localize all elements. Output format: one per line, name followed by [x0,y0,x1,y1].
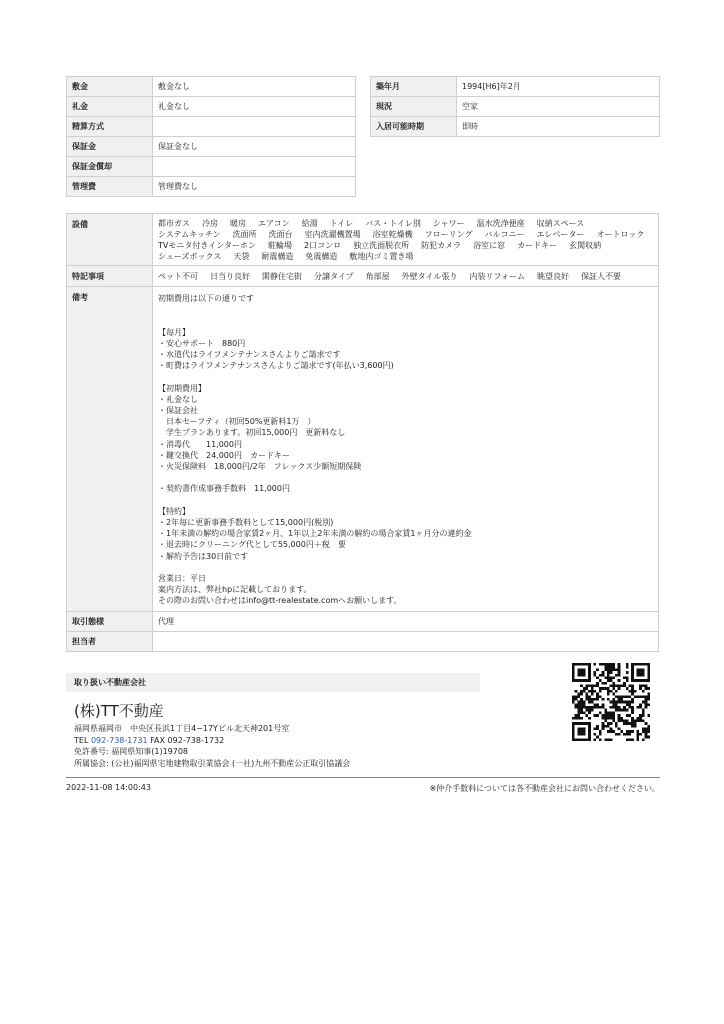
tag-item: システムキッチン [158,230,221,239]
rent-term-value: 管理費なし [153,177,356,197]
tag-item: 冷房 [202,219,218,228]
company-name: (株)TT不動産 [74,702,164,720]
tag-item: 閑静住宅街 [262,272,302,281]
tag-item: 外壁タイル張り [401,272,458,281]
tag-item: 浴室に窓 [473,241,506,250]
tag-item: フローリング [424,230,473,239]
tag-item: エアコン [258,219,290,228]
tag-item: エレベーター [536,230,585,239]
rent-term-row [67,117,356,137]
tel-label: TEL [74,735,89,745]
property-status-row [371,77,660,97]
notes-label: 備考 [67,287,153,612]
tag-item: 洗面所 [232,230,257,239]
rent-term-value: 礼金なし [153,97,356,117]
tag-item: 室内洗濯機置場 [304,230,361,239]
property-status-value: 空家 [457,97,660,117]
tag-item: カードキー [517,241,558,250]
tag-item: バルコニー [484,230,525,239]
facilities-label: 設備 [67,214,153,266]
company-address: 福岡県福岡市 中央区長浜1丁目4−17Yビル北天神201号室 [74,724,290,733]
property-status-value: 即時 [457,117,660,137]
fee-note: ※仲介手数料については各不動産会社にお問い合わせください。 [429,784,660,793]
tag-item: 天袋 [233,252,250,261]
tag-item: 2口コンロ [304,241,342,250]
tag-item: 眺望良好 [537,272,570,281]
property-status-row [371,97,660,117]
features-value [153,266,659,287]
facilities-value [153,214,659,266]
rent-term-row [67,97,356,117]
tag-item: バス・トイレ別 [365,219,421,228]
tag-item: 保証人不要 [581,272,622,281]
tag-item: 浴室乾燥機 [372,230,413,239]
person-label: 担当者 [67,631,153,651]
tag-item: 駐輪場 [268,241,293,250]
details-table [66,213,659,652]
tag-item: 分譲タイプ [314,272,354,281]
property-status-table [370,76,660,137]
property-status-value: 1994[H6]年2月 [457,77,660,97]
rent-term-row [67,77,356,97]
rent-term-value: 保証金なし [153,137,356,157]
transaction-label: 取引態様 [67,611,153,631]
rent-term-label: 管理費 [67,177,153,197]
tag-item: TVモニタ付きインターホン [158,241,257,250]
rent-term-value [153,117,356,137]
tag-item: 給湯 [301,219,318,228]
association: 所属協会: (公社)福岡県宅地建物取引業協会 (一社)九州不動産公正取引協議会 [74,758,351,768]
tag-item: シューズボックス [158,252,222,261]
license-number: 免許番号: 福岡県知事(1)19708 [74,747,189,756]
rent-term-row [67,137,356,157]
tag-item: 洗面台 [268,230,293,239]
rent-term-label: 礼金 [67,97,153,117]
rent-term-label: 敷金 [67,77,153,97]
fax-number: 092-738-1732 [167,735,225,745]
notes-row [67,287,659,612]
qr-code [572,663,650,741]
tel-link[interactable]: 092-738-1731 [90,735,148,745]
tag-item: ペット不可 [158,272,198,281]
tag-item: 角部屋 [365,272,390,281]
facilities-row [67,214,659,266]
property-status-label: 築年月 [371,77,457,97]
tag-item: 耐震構造 [261,252,294,261]
rent-term-value: 敷金なし [153,77,356,97]
notes-value [153,287,659,612]
tag-item: 温水洗浄便座 [476,219,525,228]
fax-label: FAX [150,735,165,745]
transaction-value: 代理 [153,611,659,631]
property-status-label: 現況 [371,97,457,117]
print-timestamp: 2022-11-08 14:00:43 [66,783,151,792]
tag-item: 内装リフォーム [469,272,526,281]
rent-terms-table [66,76,356,197]
rent-term-row [67,177,356,197]
tag-item: 日当り良好 [210,272,250,281]
tag-item: 独立洗面脱衣所 [353,241,410,250]
person-value [153,631,659,651]
rent-term-label: 保証金償却 [67,157,153,177]
notes-text: 初期費用は以下の通りです 【毎月】 ・安心サポート 880円 ・水道代はライフメンテナンスさんよりご請求です ・町費はライフメンテナンスさんよりご請求です(年払い3,600円) 【初期費用】 ・礼金なし ・保証会社 日本セーフティ（初回50%更新料1万 ） 学生プランあります。初回15,000円 更新料なし ・消毒代 11,000円 ・鍵交換代 24,000円 カードキー ・火災保険料 18,000円/2年 フレックス少額短期保険 ・契約書作成事務手数料 11,000円 【特約】 ・2年毎に更新事務手数料として15,000円(税別) ・1年未満の解約の場合家賃2ヶ月、1年以上2年未満の解約の場合家賃1ヶ月分の違約金 ・退去時にクリーニング代として55,000円＋税 要 ・解約予告は30日前です 営業日：平日 案内方法は、弊社hpに記載しております。 その際のお問い合わせはinfo@tt-realestate.comへお願いします。 [158,294,472,606]
tag-item: 暖房 [230,219,246,228]
tag-item: 防犯カメラ [421,241,462,250]
company-contact [74,735,350,747]
tag-item: 敷地内ゴミ置き場 [349,252,414,261]
person-row [67,631,659,651]
tag-item: オートロック [596,230,645,239]
features-label: 特記事項 [67,266,153,287]
rent-term-value [153,157,356,177]
features-row [67,266,659,287]
tag-item: 都市ガス [158,219,190,228]
rent-term-label: 保証金 [67,137,153,157]
property-status-row [371,117,660,137]
rent-term-label: 精算方式 [67,117,153,137]
tag-item: シャワー [432,219,465,228]
transaction-row [67,611,659,631]
rent-term-row [67,157,356,177]
tag-item: 免震構造 [305,252,338,261]
tag-item: トイレ [329,219,354,228]
company-info [74,723,350,769]
company-section-title: 取り扱い不動産会社 [66,673,480,692]
tag-item: 玄関収納 [569,241,602,250]
tag-item: 収納スペース [536,219,585,228]
footer-divider [66,777,660,778]
property-status-label: 入居可能時期 [371,117,457,137]
